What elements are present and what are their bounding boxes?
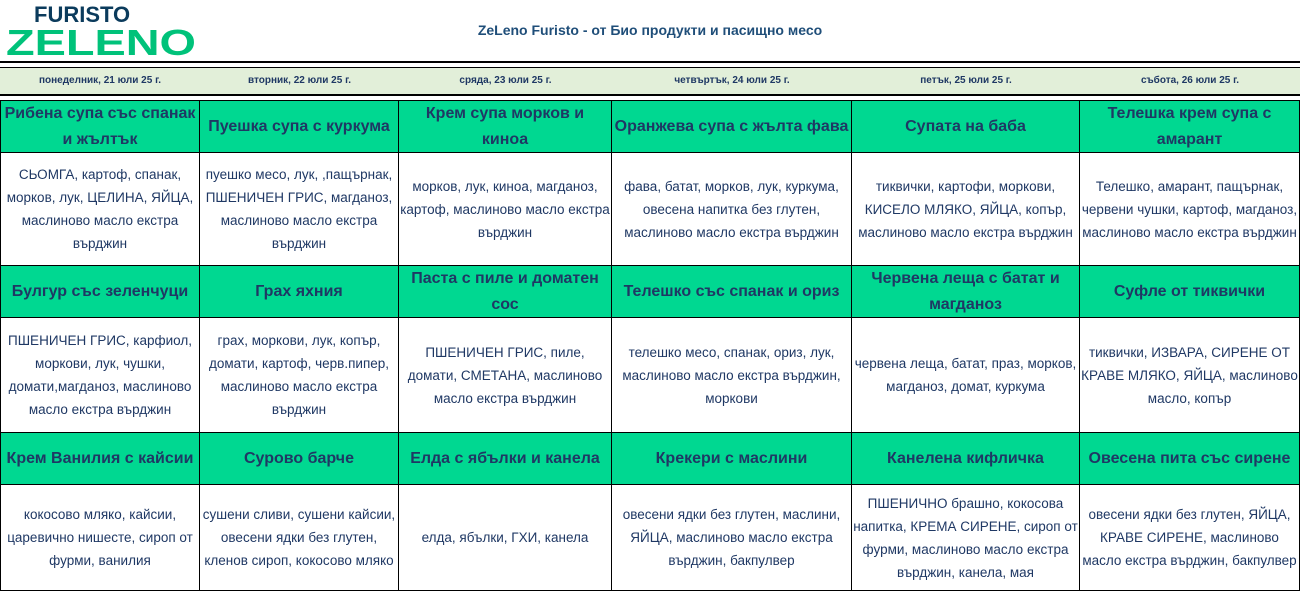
dish-name: Оранжева супа с жълта фава xyxy=(612,101,852,153)
day-header: събота, 26 юли 25 г. xyxy=(1140,75,1240,86)
ingredients: сушени сливи, сушени кайсии, овесени ядки без глутен, кленов сироп, кокосово мляко xyxy=(200,485,399,591)
day-header: петък, 25 юли 25 г. xyxy=(920,75,1012,86)
dish-name: Червена леща с батат и магданоз xyxy=(852,266,1080,318)
dish-name: Крем Ванилия с кайсии xyxy=(0,433,200,485)
dish-name: Суфле от тиквички xyxy=(1080,266,1300,318)
page-header xyxy=(0,0,1300,63)
ingredients: червена леща, батат, праз, морков, магданоз, домат, куркума xyxy=(852,318,1080,433)
dish-name: Крекери с маслини xyxy=(612,433,852,485)
ingredients: фава, батат, морков, лук, куркума, овесена напитка без глутен, маслиново масло екстра върджин xyxy=(612,153,852,266)
page-title: ZeLeno Furisto - от Био продукти и пасищно месо xyxy=(477,22,823,38)
ingredients: тиквички, картофи, моркови, КИСЕЛО МЛЯКО, ЯЙЦА, копър, маслиново масло екстра върджин xyxy=(852,153,1080,266)
day-header: сряда, 23 юли 25 г. xyxy=(459,75,552,86)
dish-name: Овесена пита със сирене xyxy=(1080,433,1300,485)
ingredients: Телешко, амарант, пащърнак, червени чушки, картоф, магданоз, маслиново масло екстра върджин xyxy=(1080,153,1300,266)
dish-name: Грах яхния xyxy=(200,266,399,318)
ingredients: овесени ядки без глутен, ЯЙЦА, КРАВЕ СИРЕНЕ, маслиново масло екстра върджин, бакпулвер xyxy=(1080,485,1300,591)
ingredients: грах, моркови, лук, копър, домати, картоф, черв.пипер, маслиново масло екстра върджин xyxy=(200,318,399,433)
dish-name: Рибена супа със спанак и жълтък xyxy=(0,101,200,153)
ingredients: пуешко месо, лук, ,пащърнак, ПШЕНИЧЕН ГРИС, магданоз, маслиново масло екстра върджин xyxy=(200,153,399,266)
dish-name: Булгур със зеленчуци xyxy=(0,266,200,318)
dish-name: Сурово барче xyxy=(200,433,399,485)
ingredients: морков, лук, киноа, магданоз, картоф, маслиново масло екстра върджин xyxy=(399,153,612,266)
day-header-row xyxy=(0,67,1300,96)
dish-name: Телешка крем супа с амарант xyxy=(1080,101,1300,153)
dish-name: Телешко със спанак и ориз xyxy=(612,266,852,318)
ingredients: елда, ябълки, ГХИ, канела xyxy=(399,485,612,591)
menu-table xyxy=(0,100,1300,591)
logo-bottom-text: ZELENO xyxy=(6,22,196,58)
dish-name: Канелена кифличка xyxy=(852,433,1080,485)
day-header: вторник, 22 юли 25 г. xyxy=(247,75,352,86)
ingredients: ПШЕНИЧНО брашно, кокосова напитка, КРЕМА СИРЕНЕ, сироп от фурми, маслиново масло екстра върджин, канела, мая xyxy=(852,485,1080,591)
dish-name: Крем супа морков и киноа xyxy=(399,101,612,153)
ingredients: овесени ядки без глутен, маслини, ЯЙЦА, маслиново масло екстра върджин, бакпулвер xyxy=(612,485,852,591)
day-header: понеделник, 21 юли 25 г. xyxy=(38,75,162,86)
ingredients: тиквички, ИЗВАРА, СИРЕНЕ ОТ КРАВЕ МЛЯКО, ЯЙЦА, маслиново масло, копър xyxy=(1080,318,1300,433)
ingredients: ПШЕНИЧЕН ГРИС, пиле, домати, СМЕТАНА, маслиново масло екстра върджин xyxy=(399,318,612,433)
ingredients: телешко месо, спанак, ориз, лук, маслиново масло екстра върджин, моркови xyxy=(612,318,852,433)
dish-name: Паста с пиле и доматен сос xyxy=(399,266,612,318)
day-header: четвъртък, 24 юли 25 г. xyxy=(674,75,790,86)
dish-name: Пуешка супа с куркума xyxy=(200,101,399,153)
logo-top-text: FURISTO xyxy=(34,2,131,27)
ingredients: СЬОМГА, картоф, спанак, морков, лук, ЦЕЛИНА, ЯЙЦА, маслиново масло екстра върджин xyxy=(0,153,200,266)
ingredients: ПШЕНИЧЕН ГРИС, карфиол, моркови, лук, чушки, домати,магданоз, маслиново масло екстра върджин xyxy=(0,318,200,433)
dish-name: Супата на баба xyxy=(852,101,1080,153)
ingredients: кокосово мляко, кайсии, царевично нишесте, сироп от фурми, ванилия xyxy=(0,485,200,591)
dish-name: Елда с ябълки и канела xyxy=(399,433,612,485)
